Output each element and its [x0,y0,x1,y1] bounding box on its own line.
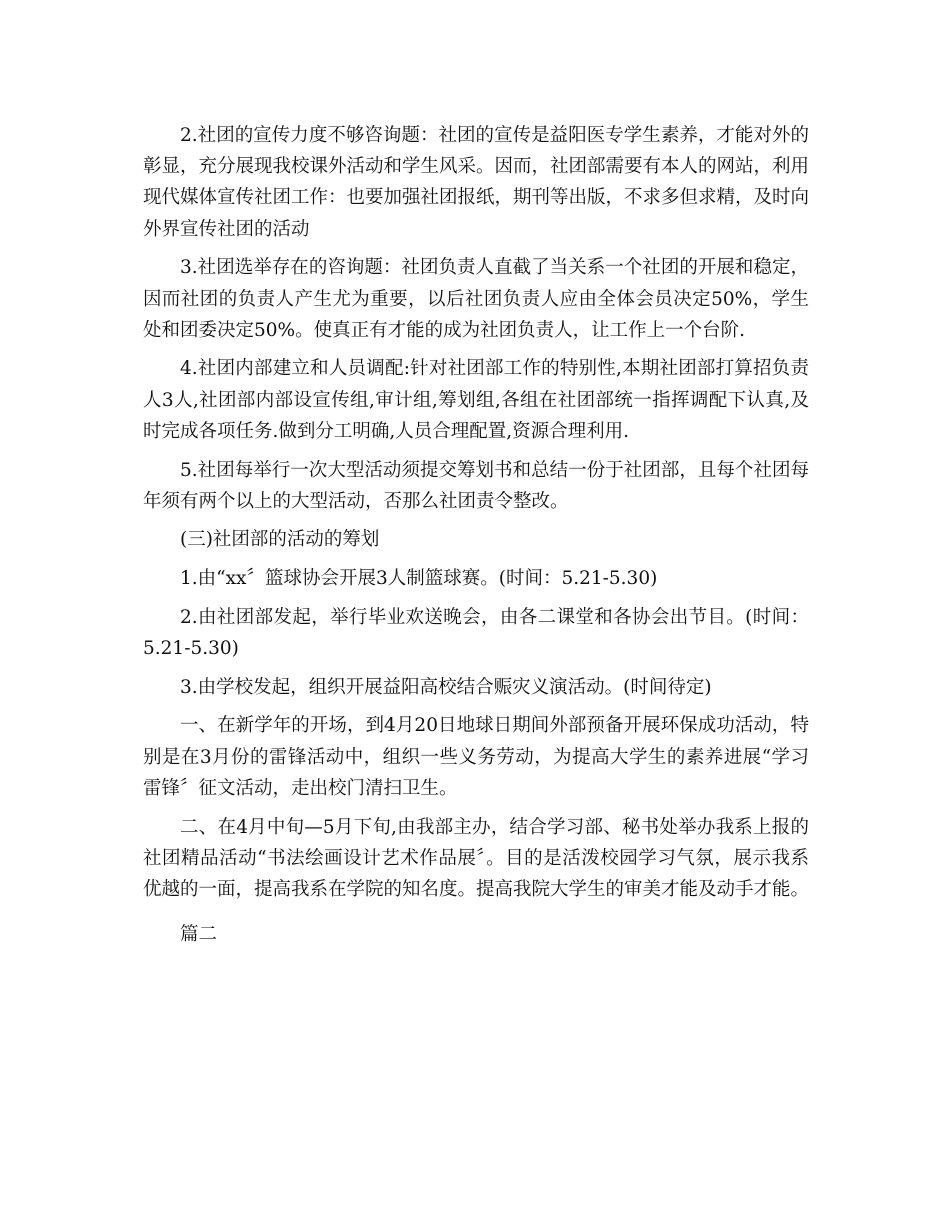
activity-item-2: 2.由社团部发起，举行毕业欢送晚会，由各二课堂和各协会出节目。(时间：5.21-5.30) [143,606,809,660]
section-heading-activity-plan: (三)社团部的活动的筹划 [180,529,380,551]
section-title-part-two: 篇二 [180,924,218,946]
paragraph-issue-3-election: 3.社团选举存在的咨询题：社团负责人直截了当关系一个社团的开展和稳定，因而社团的负责人产生尤为重要，以后社团负责人应由全体会员决定50%，学生处和团委决定50%。使真正有才能的成为社团负责人，让工作上一个台阶. [143,257,809,341]
paragraph-issue-4-staffing: 4.社团内部建立和人员调配:针对社团部工作的特别性,本期社团部打算招负责人3人,社团部内部设宣传组,审计组,筹划组,各组在社团部统一指挥调配下认真,及时完成各项任务.做到分工明确,人员合理配置,资源合理利用. [143,358,809,442]
activity-item-1: 1.由“xx〞篮球协会开展3人制篮球赛。(时间：5.21-5.30) [180,568,658,590]
paragraph-part-two: 二、在4月中旬—5月下旬,由我部主办，结合学习部、秘书处举办我系上报的社团精品活动“书法绘画设计艺术作品展〞。目的是活泼校园学习气氛，展示我系优越的一面，提高我系在学院的知名度。提高我院大学生的审美才能及动手才能。 [143,816,810,900]
paragraph-part-one: 一、在新学年的开场，到4月20日地球日期间外部预备开展环保成功活动，特别是在3月份的雷锋活动中，组织一些义务劳动，为提高大学生的素养进展“学习雷锋〞征文活动，走出校门清扫卫生。 [143,715,809,799]
paragraph-issue-2-publicity: 2.社团的宣传力度不够咨询题：社团的宣传是益阳医专学生素养，才能对外的彰显，充分展现我校课外活动和学生风采。因而，社团部需要有本人的网站，利用现代媒体宣传社团工作：也要加强社团报纸，期刊等出版，不求多但求精，及时向外界宣传社团的活动 [143,125,810,240]
activity-item-3: 3.由学校发起，组织开展益阳高校结合赈灾义演活动。(时间待定) [180,676,712,698]
paragraph-issue-5-planning: 5.社团每举行一次大型活动须提交筹划书和总结一份于社团部，且每个社团每年须有两个以上的大型活动，否那么社团责令整改。 [143,459,809,512]
document-body [143,120,809,958]
